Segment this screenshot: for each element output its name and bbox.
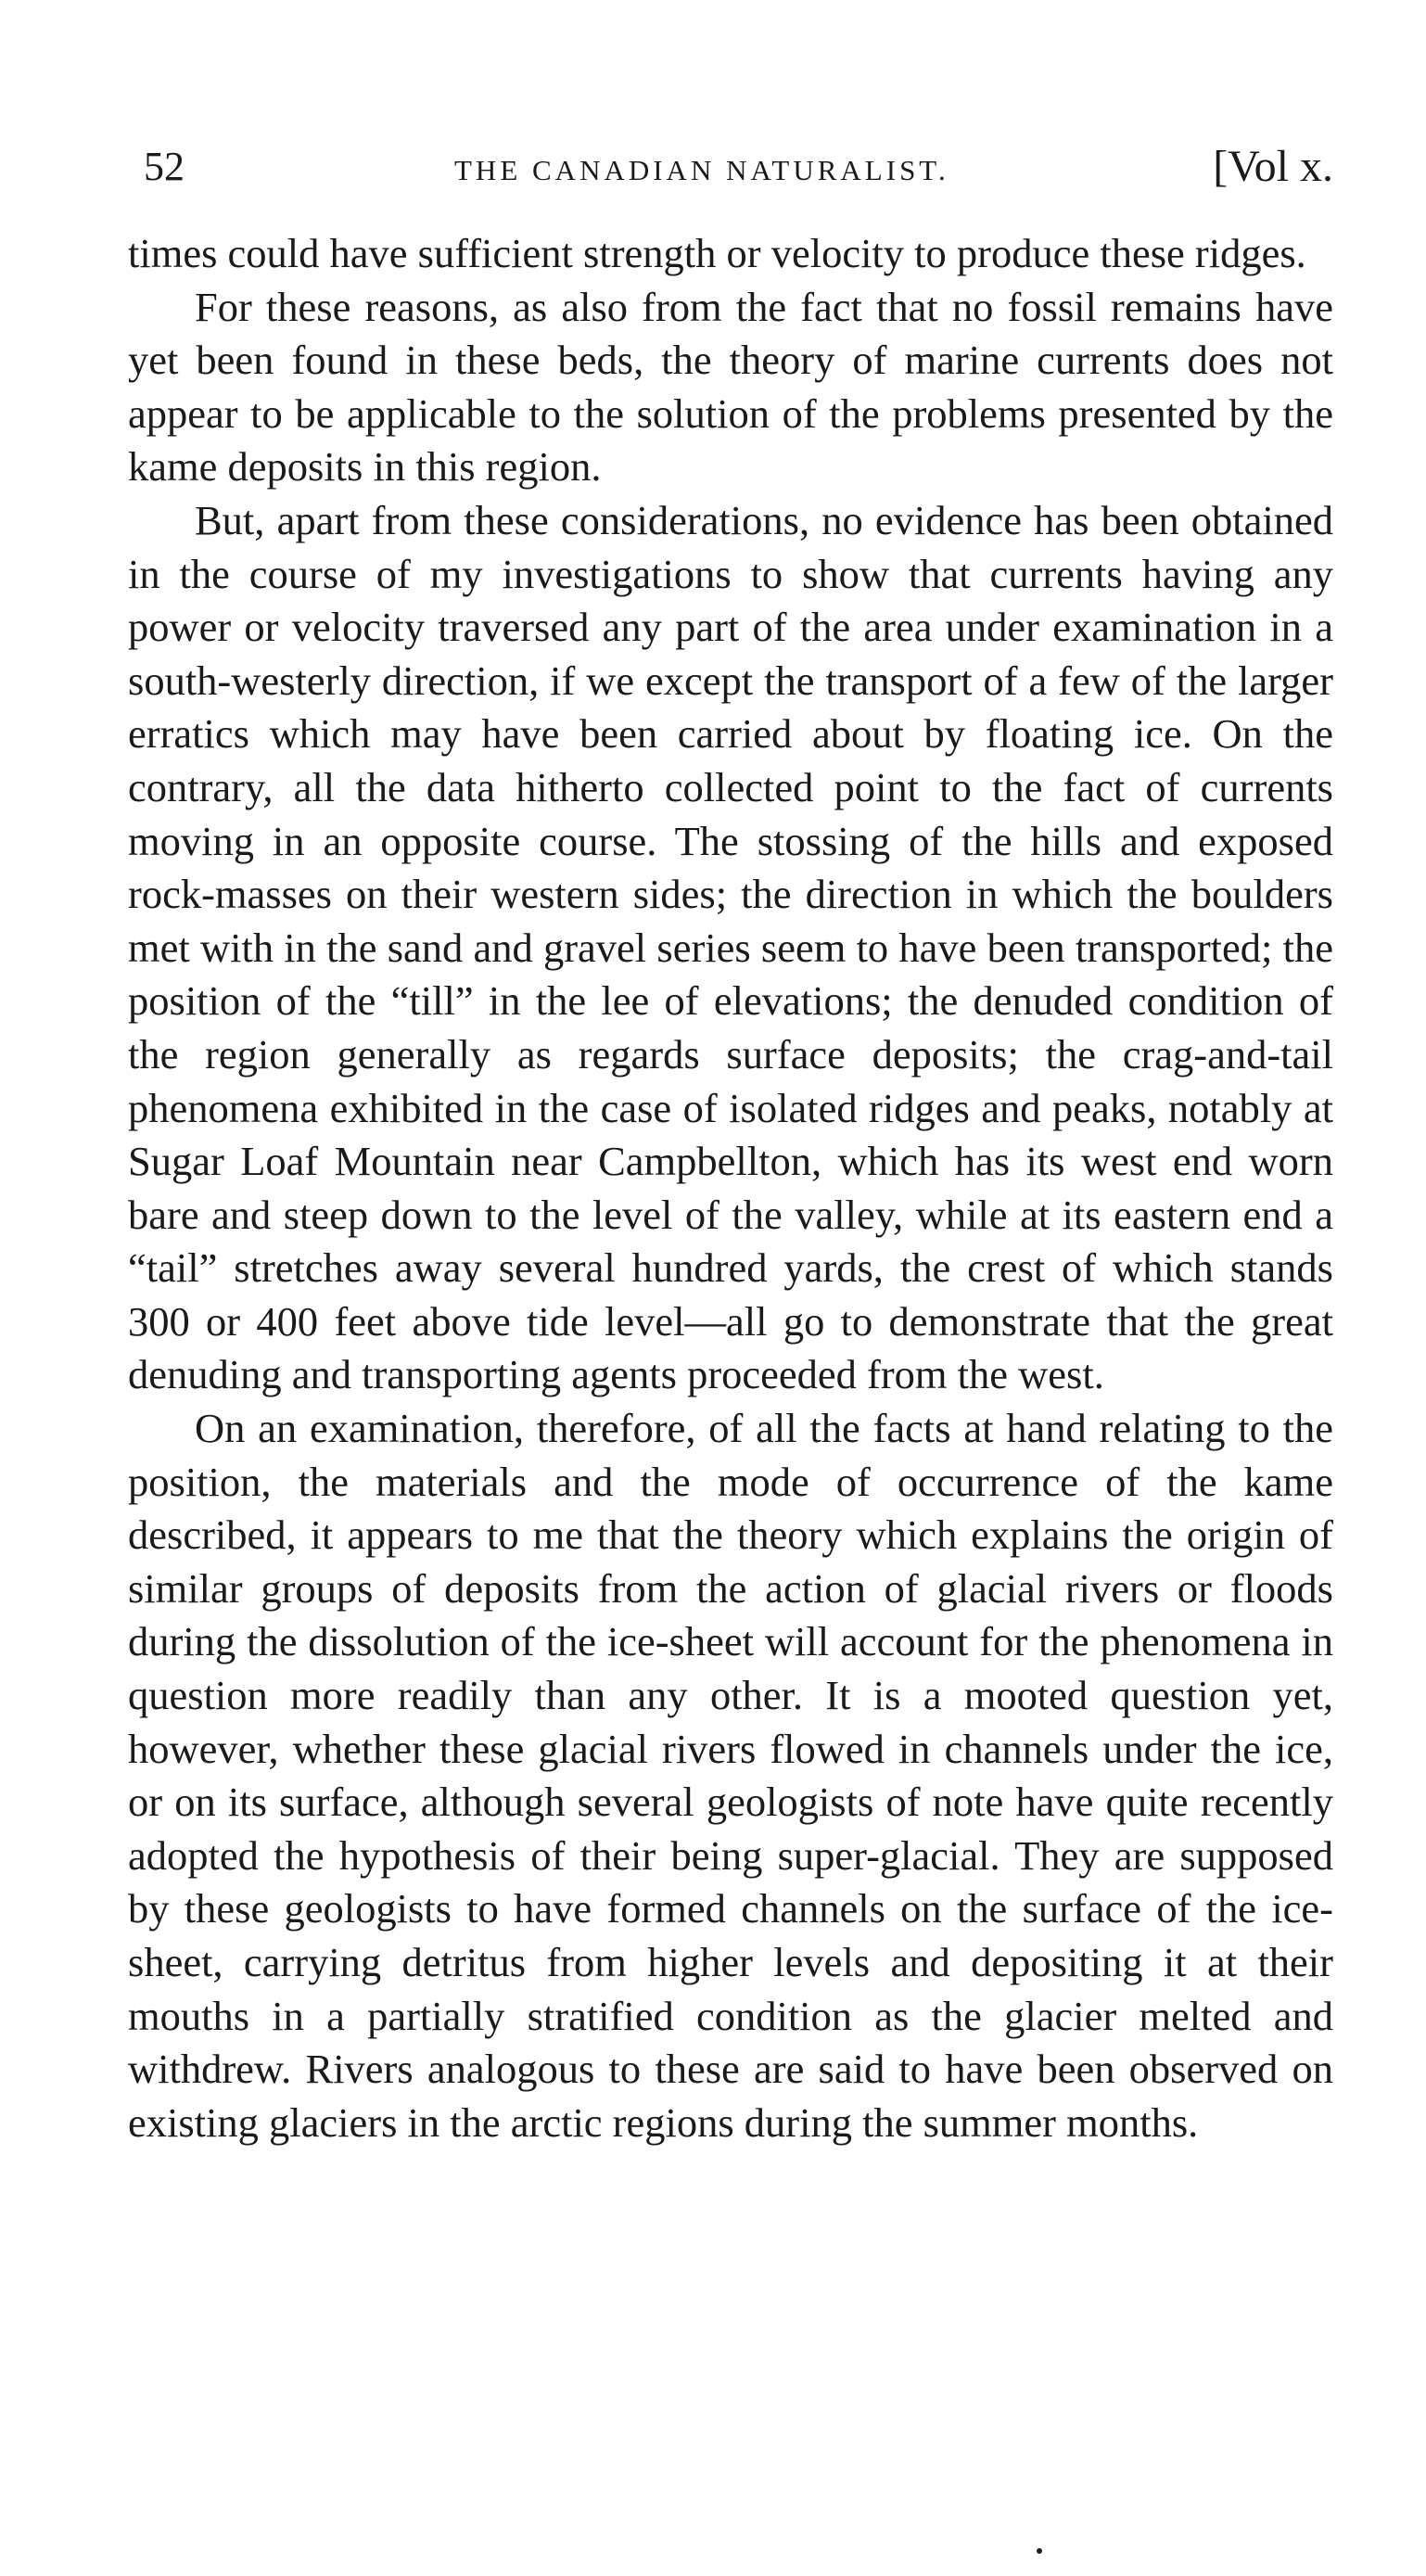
paragraph-evidence: But, apart from these considerations, no evidence has been obtained in the course of my investigations to show that currents having any power or velocity traversed any part of the area under examination in a south-westerly direction, if we except the transport of a few of the larger erratics which may have been carried about by floating ice. On the contrary, all the data hitherto collected point to the fact of currents moving in an opposite course. The stossing of the hills and exposed rock-masses on their western sides; the direction in which the boulders met with in the sand and gravel series seem to have been transported; the position of the “till” in the lee of elevations; the denuded condition of the region generally as regards surface deposits; the crag-and-tail phenomena exhibited in the case of isolated ridges and peaks, notably at Sugar Loaf Mountain near Campbellton, which has its west end worn bare and steep down to the level of the valley, while at its eastern end a “tail” stretches away several hundred yards, the crest of which stands 300 or 400 feet above tide level—all go to demonstrate that the great denuding and transporting agents proceeded from the west.: [128, 496, 1333, 1398]
journal-title: THE CANADIAN NATURALIST.: [454, 154, 949, 186]
paragraph-continuation: times could have sufficient strength or velocity to produce these ridges.: [128, 230, 1306, 276]
volume-label: [Vol x.: [1213, 142, 1333, 191]
paragraph-glacial-rivers: On an examination, therefore, of all the facts at hand relating to the position, the materials and the mode of occurrence of the kame described, it appears to me that the theory which explains the origin of similar groups of deposits from the action of glacial rivers or floods during the dissolution of the ice-sheet will account for the phenomena in question more readily than any other. It is a mooted question yet, however, whether these glacial rivers flowed in channels under the ice, or on its surface, although several geologists of note have quite recently adopted the hypothesis of their being super-glacial. They are supposed by these geologists to have formed channels on the surface of the ice-sheet, carrying detritus from higher levels and depositing it at their mouths in a partially stratified condition as the glacier melted and withdrew. Rivers analogous to these are said to have been observed on existing glaciers in the arctic regions during the summer months.: [128, 1405, 1333, 2146]
printing-speck: [1037, 2548, 1042, 2554]
running-head: [139, 139, 1333, 195]
paragraph-marine-currents: For these reasons, as also from the fact that no fossil remains have yet been found in these beds, the theory of marine currents does not appear to be applicable to the solution of the problems presented by the kame deposits in this region.: [128, 283, 1333, 491]
body-text: [128, 227, 1333, 2149]
page-number: 52: [144, 144, 185, 189]
